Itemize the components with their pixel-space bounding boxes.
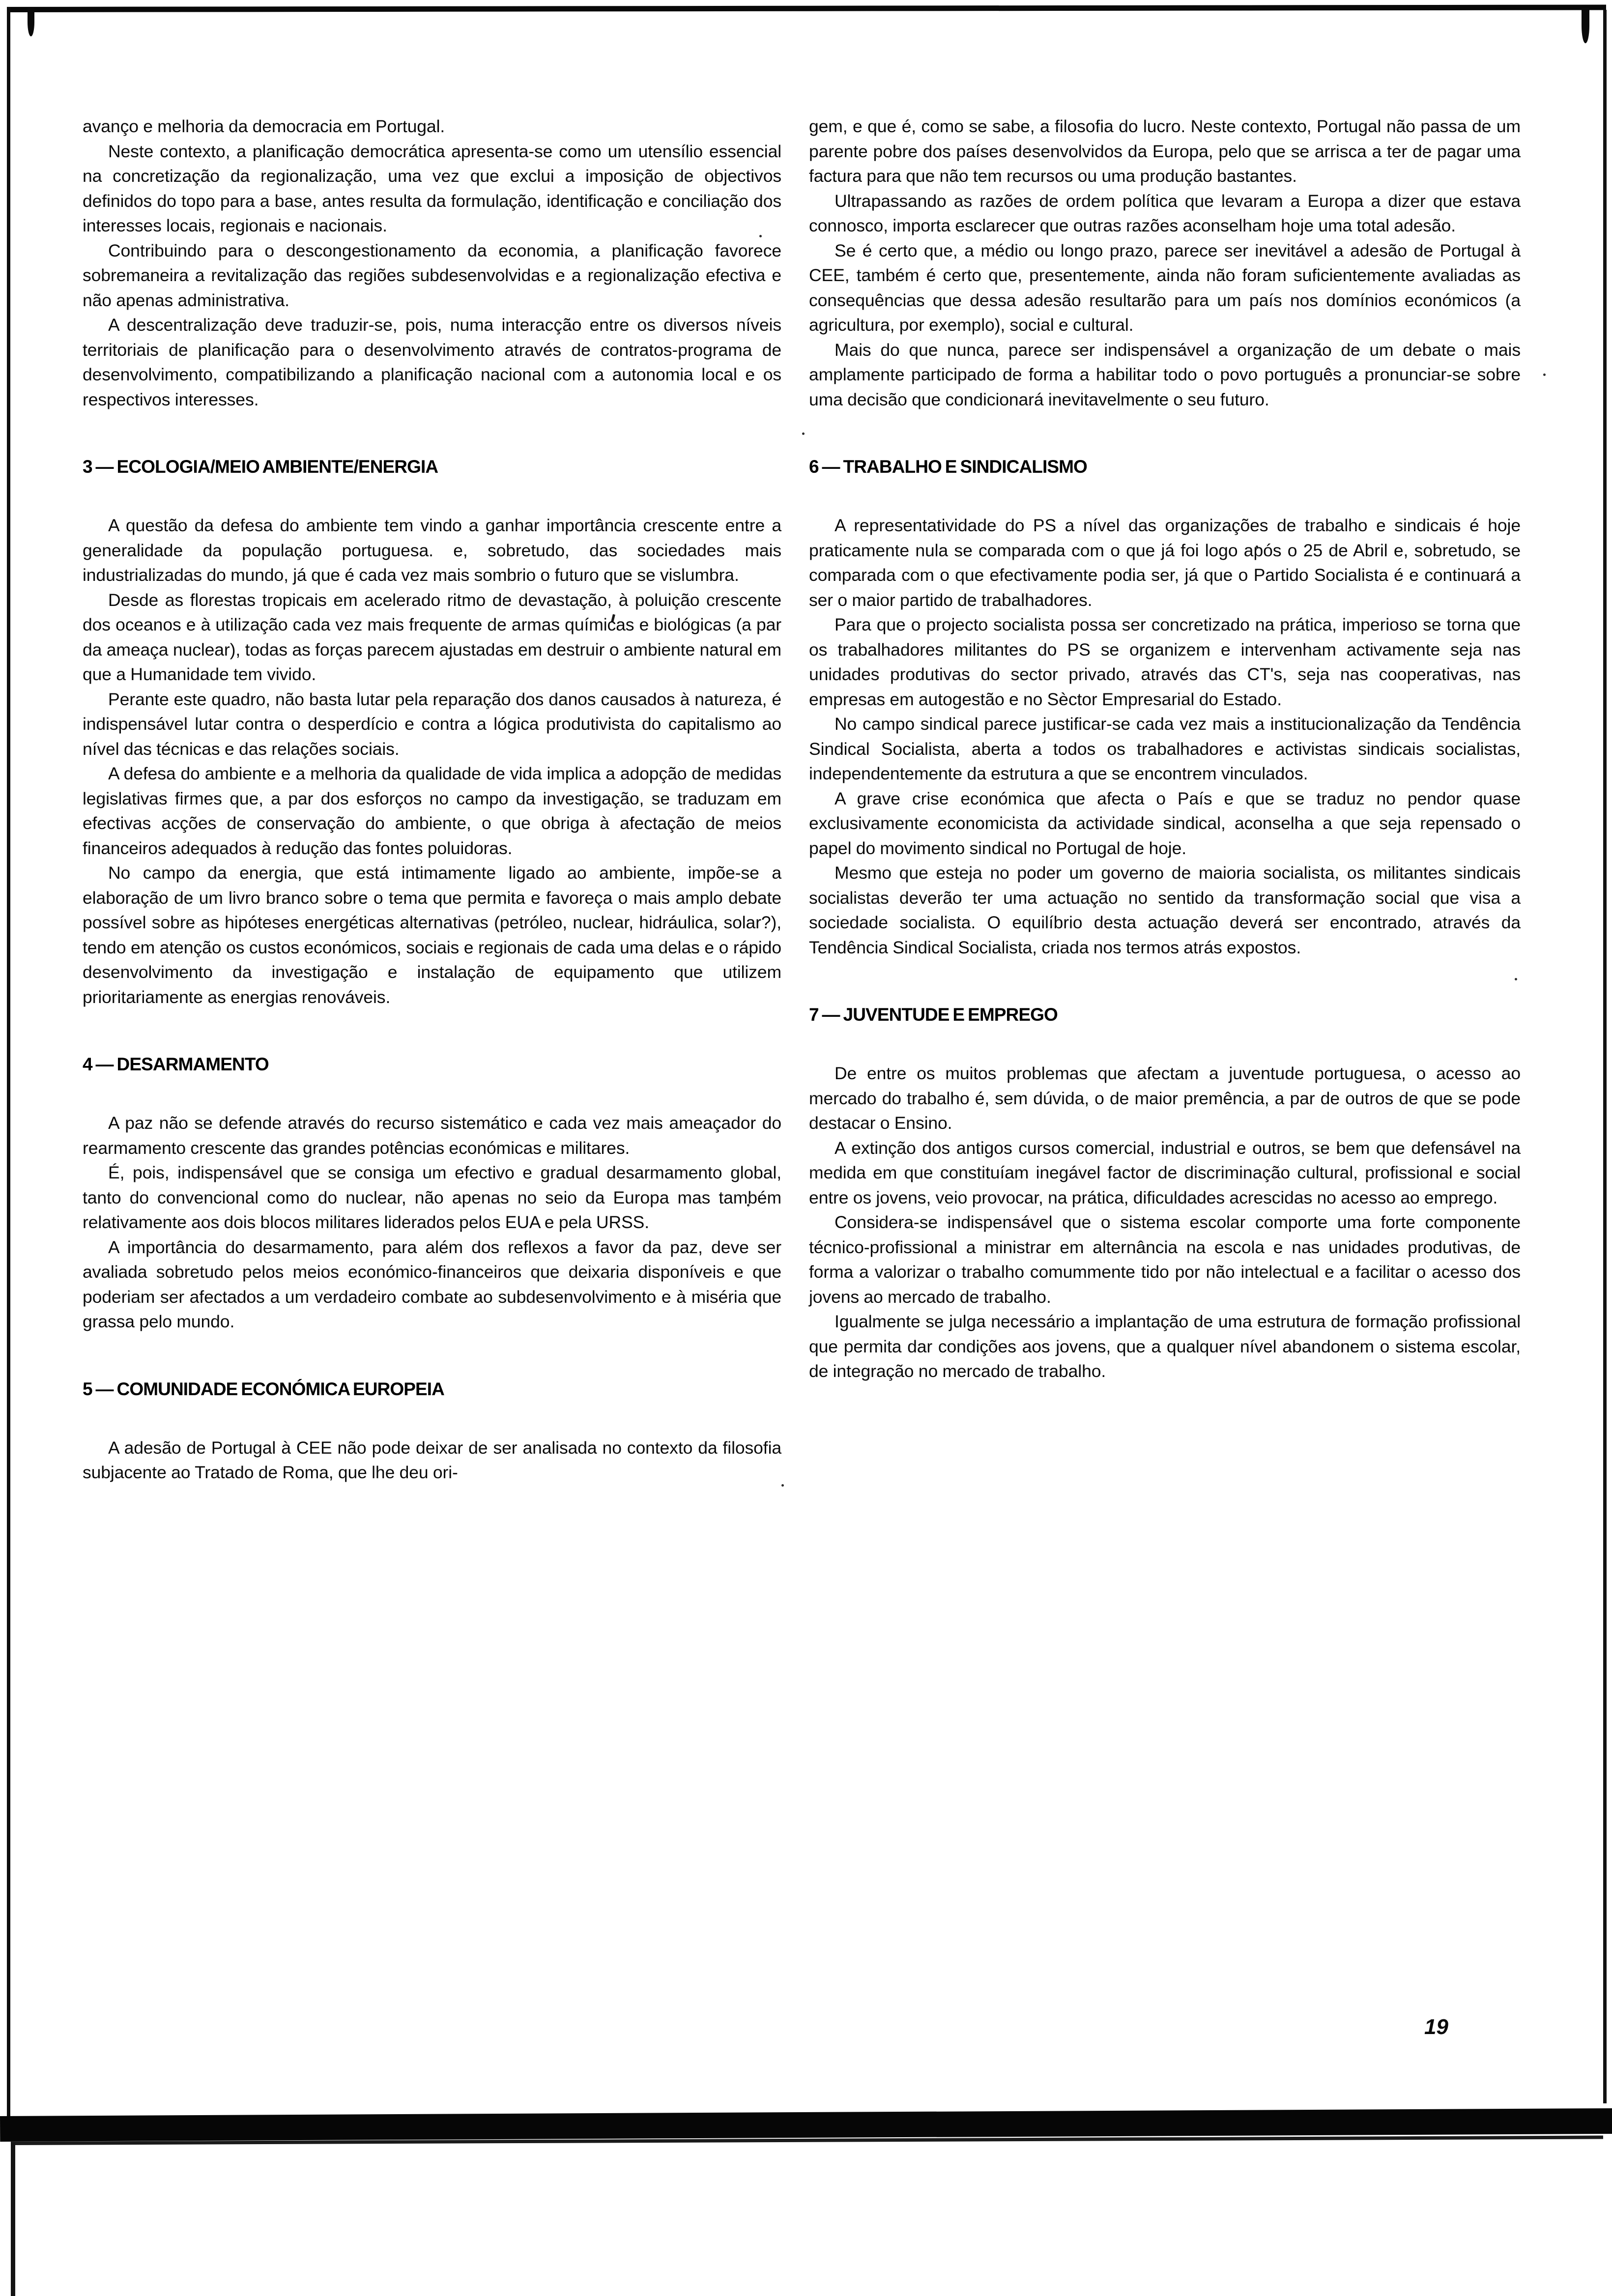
body-paragraph: A questão da defesa do ambiente tem vindo a ganhar importância crescente entre a generalidade da população portuguesa. e, sobretudo, das sociedades mais industrializadas do mundo, já que é cada vez mais sombrio o futuro que se vislumbra.: [83, 516, 781, 585]
section-heading: 4 — DESARMAMENTO: [83, 1054, 269, 1074]
body-paragraph: Para que o projecto socialista possa ser concretizado na prática, imperioso se torna que os trabalhadores militantes do PS se organizem e intervenham activamente seja nas unidades produtivas do sector privado, através das CT's, seja nas cooperativas, nas empresas em autogestão e no Sèctor Empresarial do Estado.: [809, 615, 1521, 709]
body-paragraph: Ultrapassando as razões de ordem política que levaram a Europa a dizer que estava connosco, importa esclarecer que outras razões aconselham hoje uma total adesão.: [809, 191, 1521, 235]
heading-spacer: [809, 412, 1521, 455]
body-paragraph: A representatividade do PS a nível das organizações de trabalho e sindicais é hoje praticamente nula se comparada com o que já foi logo após o 25 de Abril e, sobretudo, se comparada com o que efectivamente podia ser, já que o Partido Socialista é e continuará a ser o maior partido de trabalhadores.: [809, 516, 1521, 610]
body-paragraph: gem, e que é, como se sabe, a filosofia do lucro. Neste contexto, Portugal não passa de um parente pobre dos países desenvolvidos da Europa, pelo que se arrisca a ter de pagar uma factura para que não tem recursos ou uma produção bastantes.: [809, 116, 1521, 186]
text-column-right: [809, 114, 1521, 1384]
body-paragraph: É, pois, indispensável que se consiga um efectivo e gradual desarmamento global, tanto do convencional como do nuclear, não apenas no seio da Europa mas também relativamente aos dois blocos militares liderados pelos EUA e pela URSS.: [83, 1163, 781, 1232]
text-column-left: [83, 114, 781, 1485]
body-paragraph: De entre os muitos problemas que afectam a juventude portuguesa, o acesso ao mercado do trabalho é, sem dúvida, o de maior premência, a par de outros de que se pode destacar o Ensino.: [809, 1063, 1521, 1133]
body-paragraph: A descentralização deve traduzir-se, pois, numa interacção entre os diversos níveis territoriais de planificação para o desenvolvimento através de contratos-programa de desenvolvimento, compatibilizando a planificação nacional com a autonomia local e os respectivos interesses.: [83, 315, 781, 409]
heading-spacer: [83, 1076, 781, 1111]
heading-spacer: [809, 1027, 1521, 1061]
body-paragraph: Considera-se indispensável que o sistema escolar comporte uma forte componente técnico-profissional a ministrar em alternância na escola e nas unidades produtivas, de forma a valorizar o trabalho comummente tido por não intelectual e a facilitar o acesso dos jovens ao mercado de trabalho.: [809, 1212, 1521, 1307]
section-heading: 5 — COMUNIDADE ECONÓMICA EUROPEIA: [83, 1378, 444, 1399]
body-paragraph: Perante este quadro, não basta lutar pela reparação dos danos causados à natureza, é indispensável lutar contra o desperdício e contra a lógica produtivista do capitalismo ao nível das técnicas e das relações sociais.: [83, 689, 781, 759]
section-heading: 3 — ECOLOGIA/MEIO AMBIENTE/ENERGIA: [83, 457, 438, 477]
body-paragraph: Mais do que nunca, parece ser indispensável a organização de um debate o mais amplamente participado de forma a habilitar todo o povo português a pronunciar-se sobre uma decisão que condicionará inevitavelmente o seu futuro.: [809, 340, 1521, 409]
body-paragraph: Desde as florestas tropicais em acelerado ritmo de devastação, à poluição crescente dos oceanos e à utilização cada vez mais frequente de armas químicas e biológicas (a par da ameaça nuclear), todas as forças parecem ajustadas em destruir o ambiente natural em que a Humanidade tem vivido.: [83, 590, 781, 684]
heading-spacer: [83, 412, 781, 455]
body-paragraph: Neste contexto, a planificação democrática apresenta-se como um utensílio essencial na concretização da regionalização, uma vez que exclui a imposição de objectivos definidos do topo para a base, antes resulta da formulação, identificação e conciliação dos interesses locais, regionais e nacionais.: [83, 141, 781, 235]
body-paragraph: A adesão de Portugal à CEE não pode deixar de ser analisada no contexto da filosofia subjacente ao Tratado de Roma, que lhe deu ori-: [83, 1437, 781, 1482]
section-heading: 6 — TRABALHO E SINDICALISMO: [809, 457, 1087, 477]
body-paragraph: A paz não se defende através do recurso sistemático e cada vez mais ameaçador do rearmamento crescente das grandes potências económicas e militares.: [83, 1113, 781, 1158]
heading-spacer: [809, 479, 1521, 513]
heading-spacer: [83, 1009, 781, 1053]
body-paragraph: Contribuindo para o descongestionamento da economia, a planificação favorece sobremaneira a revitalização das regiões subdesenvolvidas e a regionalização efectiva e não apenas administrativa.: [83, 240, 781, 310]
heading-spacer: [83, 1334, 781, 1378]
section-heading: 7 — JUVENTUDE E EMPREGO: [809, 1004, 1058, 1025]
heading-spacer: [809, 960, 1521, 1003]
body-paragraph: A extinção dos antigos cursos comercial, industrial e outros, se bem que defensável na medida em que constituíam inegável factor de discriminação cultural, profissional e social entre os jovens, veio provocar, na prática, dificuldades acrescidas no acesso ao emprego.: [809, 1138, 1521, 1207]
body-paragraph: No campo da energia, que está intimamente ligado ao ambiente, impõe-se a elaboração de um livro branco sobre o tema que permita e favoreça o mais amplo debate possível sobre as hipóteses energéticas alternativas (petróleo, nuclear, hidráulica, solar?), tendo em atenção os custos económicos, sociais e regionais de cada uma delas e o rápido desenvolvimento da investigação e instalação de equipamento que utilizem prioritariamente as energias renováveis.: [83, 863, 781, 1007]
heading-spacer: [83, 1401, 781, 1435]
body-paragraph: A defesa do ambiente e a melhoria da qualidade de vida implica a adopção de medidas legislativas firmes que, a par dos esforços no campo da investigação, se traduzam em efectivas acções de conservação do ambiente, o que obriga à afectação de meios financeiros adequados à redução das fontes poluidoras.: [83, 764, 781, 858]
body-paragraph: Mesmo que esteja no poder um governo de maioria socialista, os militantes sindicais socialistas deverão ter uma actuação no sentido da transformação social que visa a sociedade socialista. O equilíbrio desta actuação deverá ser encontrado, através da Tendência Sindical Socialista, criada nos termos atrás expostos.: [809, 863, 1521, 957]
body-paragraph: avanço e melhoria da democracia em Portugal.: [83, 116, 445, 136]
heading-spacer: [83, 479, 781, 513]
body-paragraph: A grave crise económica que afecta o País e que se traduz no pendor quase exclusivamente economicista da actividade sindical, aconselha a que seja repensado o papel do movimento sindical no Portugal de hoje.: [809, 788, 1521, 858]
body-paragraph: A importância do desarmamento, para além dos reflexos a favor da paz, deve ser avaliada sobretudo pelos meios económico-financeiros que deixaria disponíveis e que poderiam ser afectados a um verdadeiro combate ao subdesenvolvimento e à miséria que grassa pelo mundo.: [83, 1237, 781, 1331]
page-number: 19: [1424, 2015, 1448, 2039]
body-paragraph: Se é certo que, a médio ou longo prazo, parece ser inevitável a adesão de Portugal à CEE, também é certo que, presentemente, ainda não foram suficientemente avaliadas as consequências que dessa adesão resultarão para um país nos domínios económicos (a agricultura, por exemplo), social e cultural.: [809, 240, 1521, 335]
body-paragraph: Igualmente se julga necessário a implantação de uma estrutura de formação profissional que permita dar condições aos jovens, que a qualquer nível abandonem o sistema escolar, de integração no mercado de trabalho.: [809, 1312, 1521, 1381]
body-paragraph: No campo sindical parece justificar-se cada vez mais a institucionalização da Tendência Sindical Socialista, aberta a todos os trabalhadores e activistas sindicais socialistas, independentemente da estrutura a que se encontrem vinculados.: [809, 714, 1521, 783]
